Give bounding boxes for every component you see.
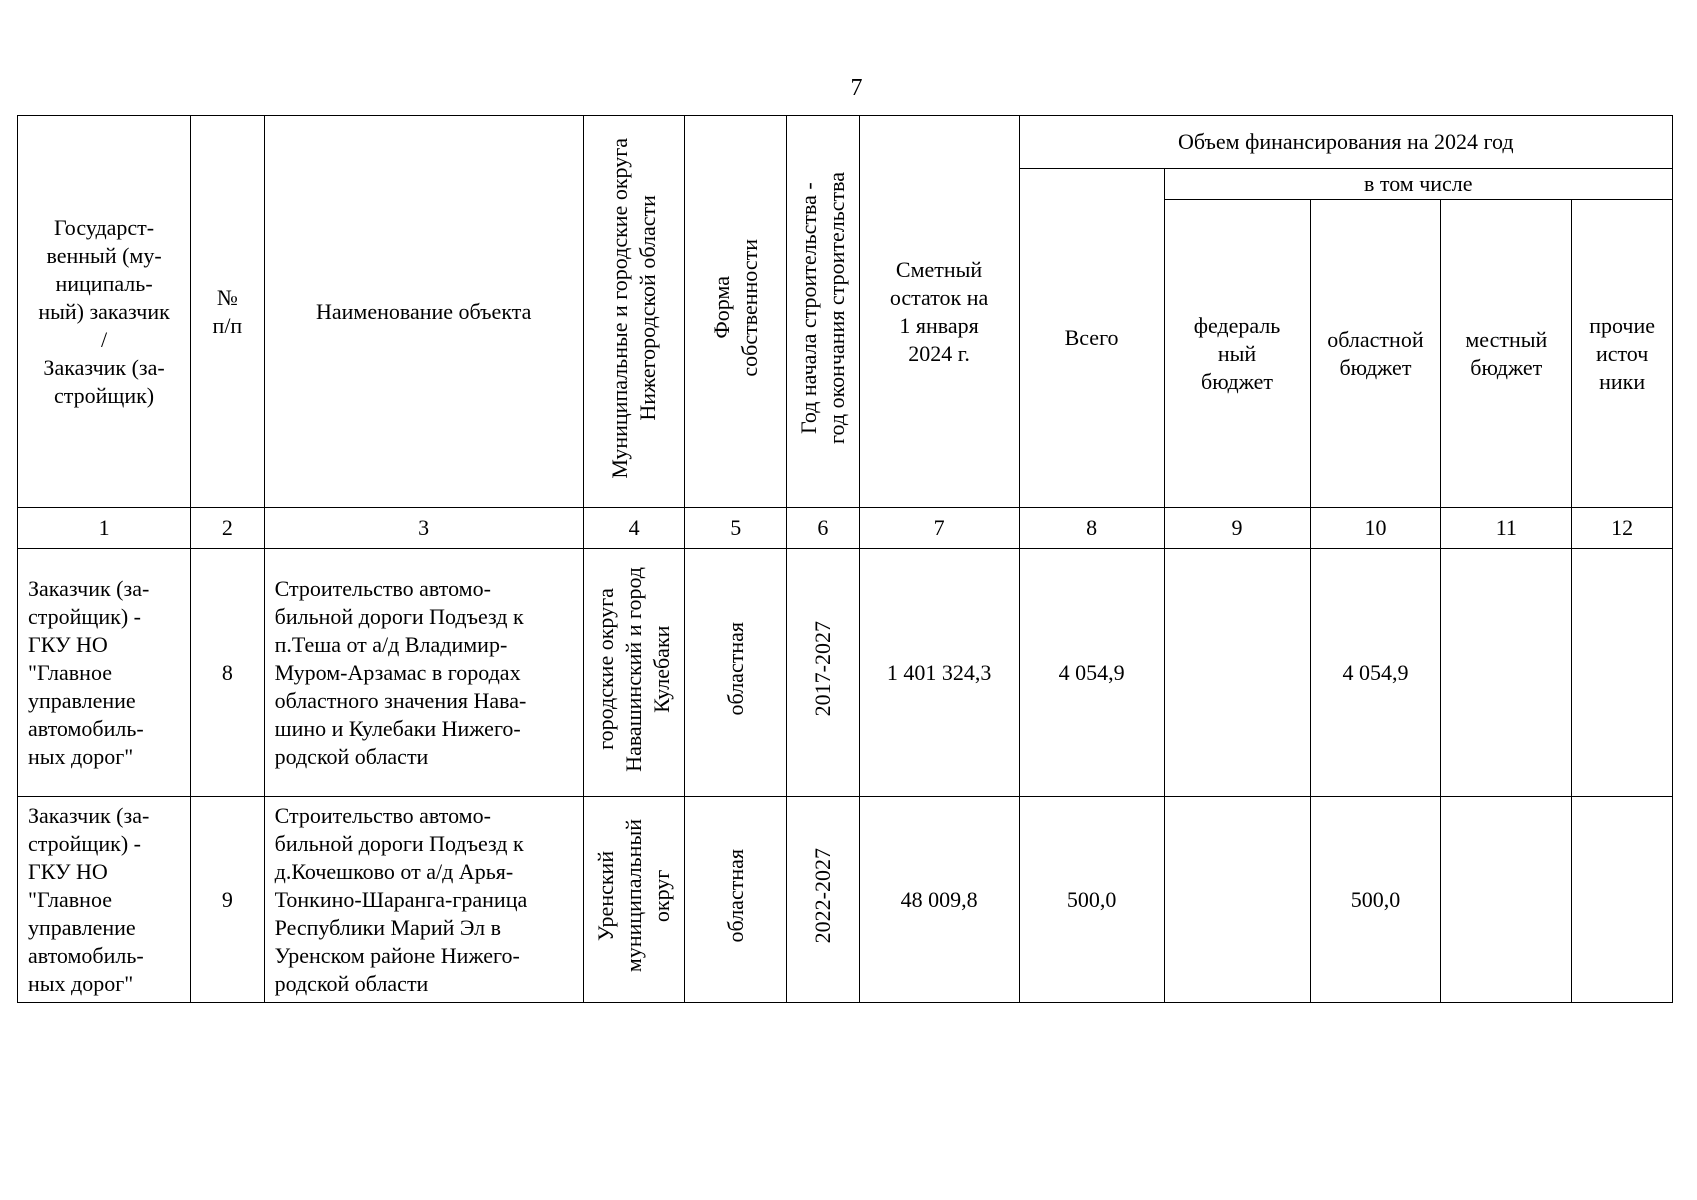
header-years-cell	[787, 116, 859, 508]
row-ownership-cell	[685, 549, 787, 797]
row-years: 2022-2027	[809, 848, 835, 944]
row-balance: 1 401 324,3	[859, 549, 1019, 797]
header-other: прочие источ ники	[1572, 200, 1673, 508]
funding-table	[17, 115, 1673, 1003]
row-federal	[1164, 549, 1310, 797]
row-object-name: Строительство автомо- бильной дороги Подъезд к п.Теша от а/д Владимир- Муром-Арзамас в городах областного значения Нава- шино и Кулебаки Нижего- родской области	[264, 549, 583, 797]
header-ownership-cell	[685, 116, 787, 508]
header-row-1	[18, 116, 1673, 169]
row-object-name: Строительство автомо- бильной дороги Подъезд к д.Кочешково от а/д Арья- Тонкино-Шаранга-граница Республики Марий Эл в Уренском районе Нижего- родской области	[264, 797, 583, 1003]
row-regional: 500,0	[1310, 797, 1441, 1003]
column-number: 1	[18, 508, 191, 549]
header-years: Год начала строительства - год окончания строительства	[795, 172, 849, 444]
row-municipal-cell	[583, 549, 685, 797]
row-other	[1572, 549, 1673, 797]
row-num: 8	[191, 549, 264, 797]
header-total: Всего	[1019, 169, 1164, 508]
row-other	[1572, 797, 1673, 1003]
table-row	[18, 797, 1673, 1003]
column-number: 10	[1310, 508, 1441, 549]
row-total: 500,0	[1019, 797, 1164, 1003]
header-balance: Сметный остаток на 1 января 2024 г.	[859, 116, 1019, 508]
column-number: 2	[191, 508, 264, 549]
row-federal	[1164, 797, 1310, 1003]
header-local: местный бюджет	[1441, 200, 1572, 508]
row-years: 2017-2027	[809, 621, 835, 717]
row-municipal-cell	[583, 797, 685, 1003]
header-customer: Государст- венный (му- ниципаль- ный) заказчик / Заказчик (за- стройщик)	[18, 116, 191, 508]
table-row	[18, 549, 1673, 797]
row-municipal: городские округа Навашинский и город Кулебаки	[593, 566, 675, 772]
row-num: 9	[191, 797, 264, 1003]
header-municipal: Муниципальные и городские округа Нижегородской области	[607, 137, 661, 479]
row-ownership: областная	[722, 622, 748, 716]
row-local	[1441, 549, 1572, 797]
column-number: 6	[787, 508, 859, 549]
header-federal: федераль ный бюджет	[1164, 200, 1310, 508]
header-municipal-cell	[583, 116, 685, 508]
header-funding-title: Объем финансирования на 2024 год	[1019, 116, 1672, 169]
row-total: 4 054,9	[1019, 549, 1164, 797]
row-ownership-cell	[685, 797, 787, 1003]
row-customer: Заказчик (за- стройщик) - ГКУ НО "Главное управление автомобиль- ных дорог"	[18, 797, 191, 1003]
row-municipal: Уренский муниципальный округ	[593, 819, 675, 973]
column-number: 9	[1164, 508, 1310, 549]
column-number: 12	[1572, 508, 1673, 549]
header-regional: областной бюджет	[1310, 200, 1441, 508]
column-number: 3	[264, 508, 583, 549]
row-years-cell	[787, 549, 859, 797]
column-number: 8	[1019, 508, 1164, 549]
row-balance: 48 009,8	[859, 797, 1019, 1003]
row-local	[1441, 797, 1572, 1003]
column-number: 4	[583, 508, 685, 549]
row-customer: Заказчик (за- стройщик) - ГКУ НО "Главное управление автомобиль- ных дорог"	[18, 549, 191, 797]
header-num: № п/п	[191, 116, 264, 508]
header-ownership: Форма собственности	[708, 239, 762, 377]
column-number: 7	[859, 508, 1019, 549]
header-object-name: Наименование объекта	[264, 116, 583, 508]
column-number: 5	[685, 508, 787, 549]
page-number: 7	[850, 75, 863, 101]
row-years-cell	[787, 797, 859, 1003]
row-ownership: областная	[722, 849, 748, 943]
column-number-row	[18, 508, 1673, 549]
row-regional: 4 054,9	[1310, 549, 1441, 797]
column-number: 11	[1441, 508, 1572, 549]
header-including: в том числе	[1164, 169, 1672, 200]
